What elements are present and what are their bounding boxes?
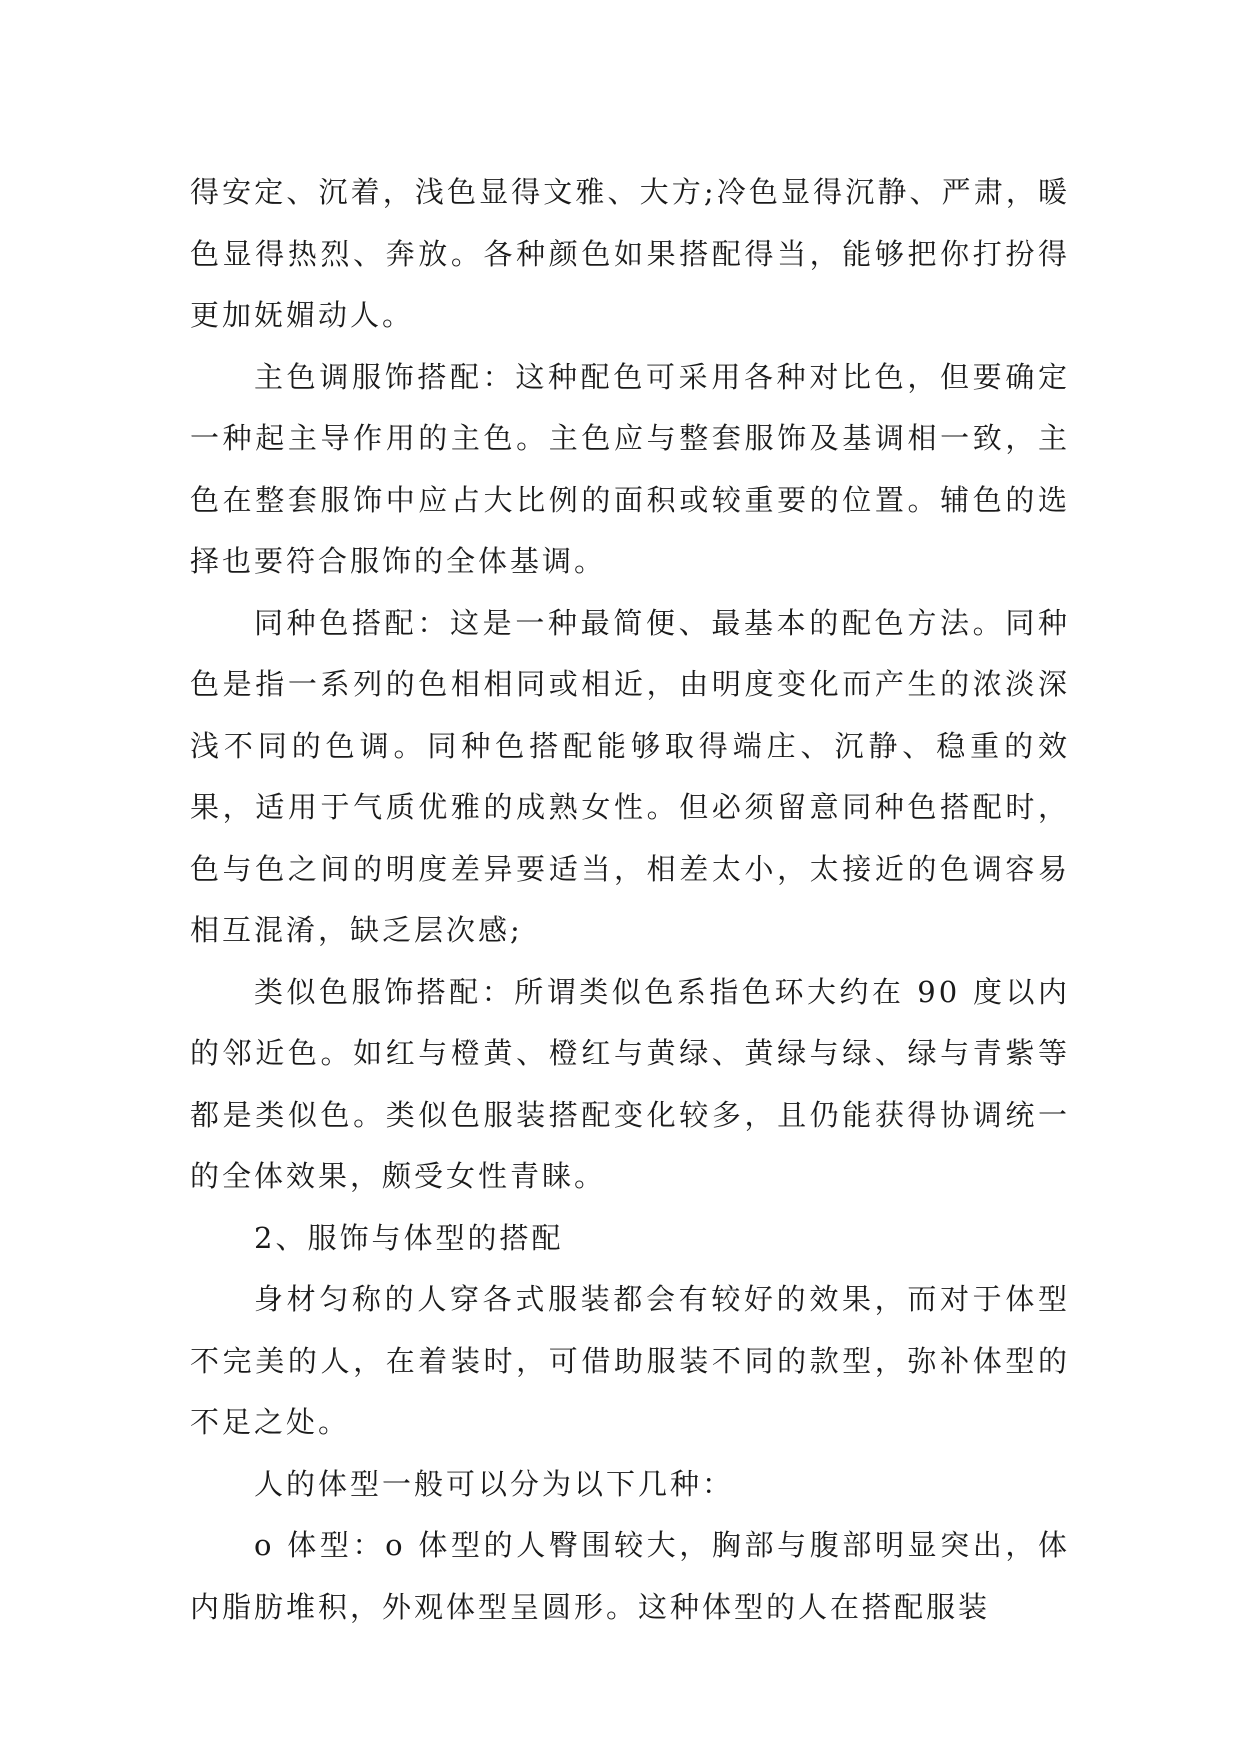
paragraph-o-body-type: o 体型：o 体型的人臀围较大，胸部与腹部明显突出，体内脂肪堆积，外观体型呈圆形。这种体型的人在搭配服装 bbox=[190, 1528, 1070, 1624]
paragraph-similar-color-matching: 类似色服饰搭配：所谓类似色系指色环大约在 90 度以内的邻近色。如红与橙黄、橙红与黄绿、黄绿与绿、绿与青紫等都是类似色。类似色服装搭配变化较多，且仍能获得协调统一的全体效果，颇受女性青睐。 bbox=[190, 974, 1070, 1193]
paragraph-body-type-intro: 身材匀称的人穿各式服装都会有较好的效果，而对于体型不完美的人，在着装时，可借助服装不同的款型，弥补体型的不足之处。 bbox=[190, 1282, 1070, 1439]
section-heading-body-type: 2、服饰与体型的搭配 bbox=[254, 1220, 564, 1255]
paragraph-main-color-matching: 主色调服饰搭配：这种配色可采用各种对比色，但要确定一种起主导作用的主色。主色应与整套服饰及基调相一致，主色在整套服饰中应占大比例的面积或较重要的位置。辅色的选择也要符合服饰的全体基调。 bbox=[190, 359, 1070, 578]
paragraph-body-type-list-intro: 人的体型一般可以分为以下几种： bbox=[254, 1466, 735, 1501]
document-body bbox=[190, 162, 1070, 1638]
paragraph-same-color-matching: 同种色搭配：这是一种最简便、最基本的配色方法。同种色是指一系列的色相相同或相近，由明度变化而产生的浓淡深浅不同的色调。同种色搭配能够取得端庄、沉静、稳重的效果，适用于气质优雅的成熟女性。但必须留意同种色搭配时，色与色之间的明度差异要适当，相差太小，太接近的色调容易相互混淆，缺乏层次感; bbox=[190, 605, 1070, 947]
paragraph-color-moods: 得安定、沉着，浅色显得文雅、大方;冷色显得沉静、严肃，暖色显得热烈、奔放。各种颜色如果搭配得当，能够把你打扮得更加妩媚动人。 bbox=[190, 175, 1070, 332]
